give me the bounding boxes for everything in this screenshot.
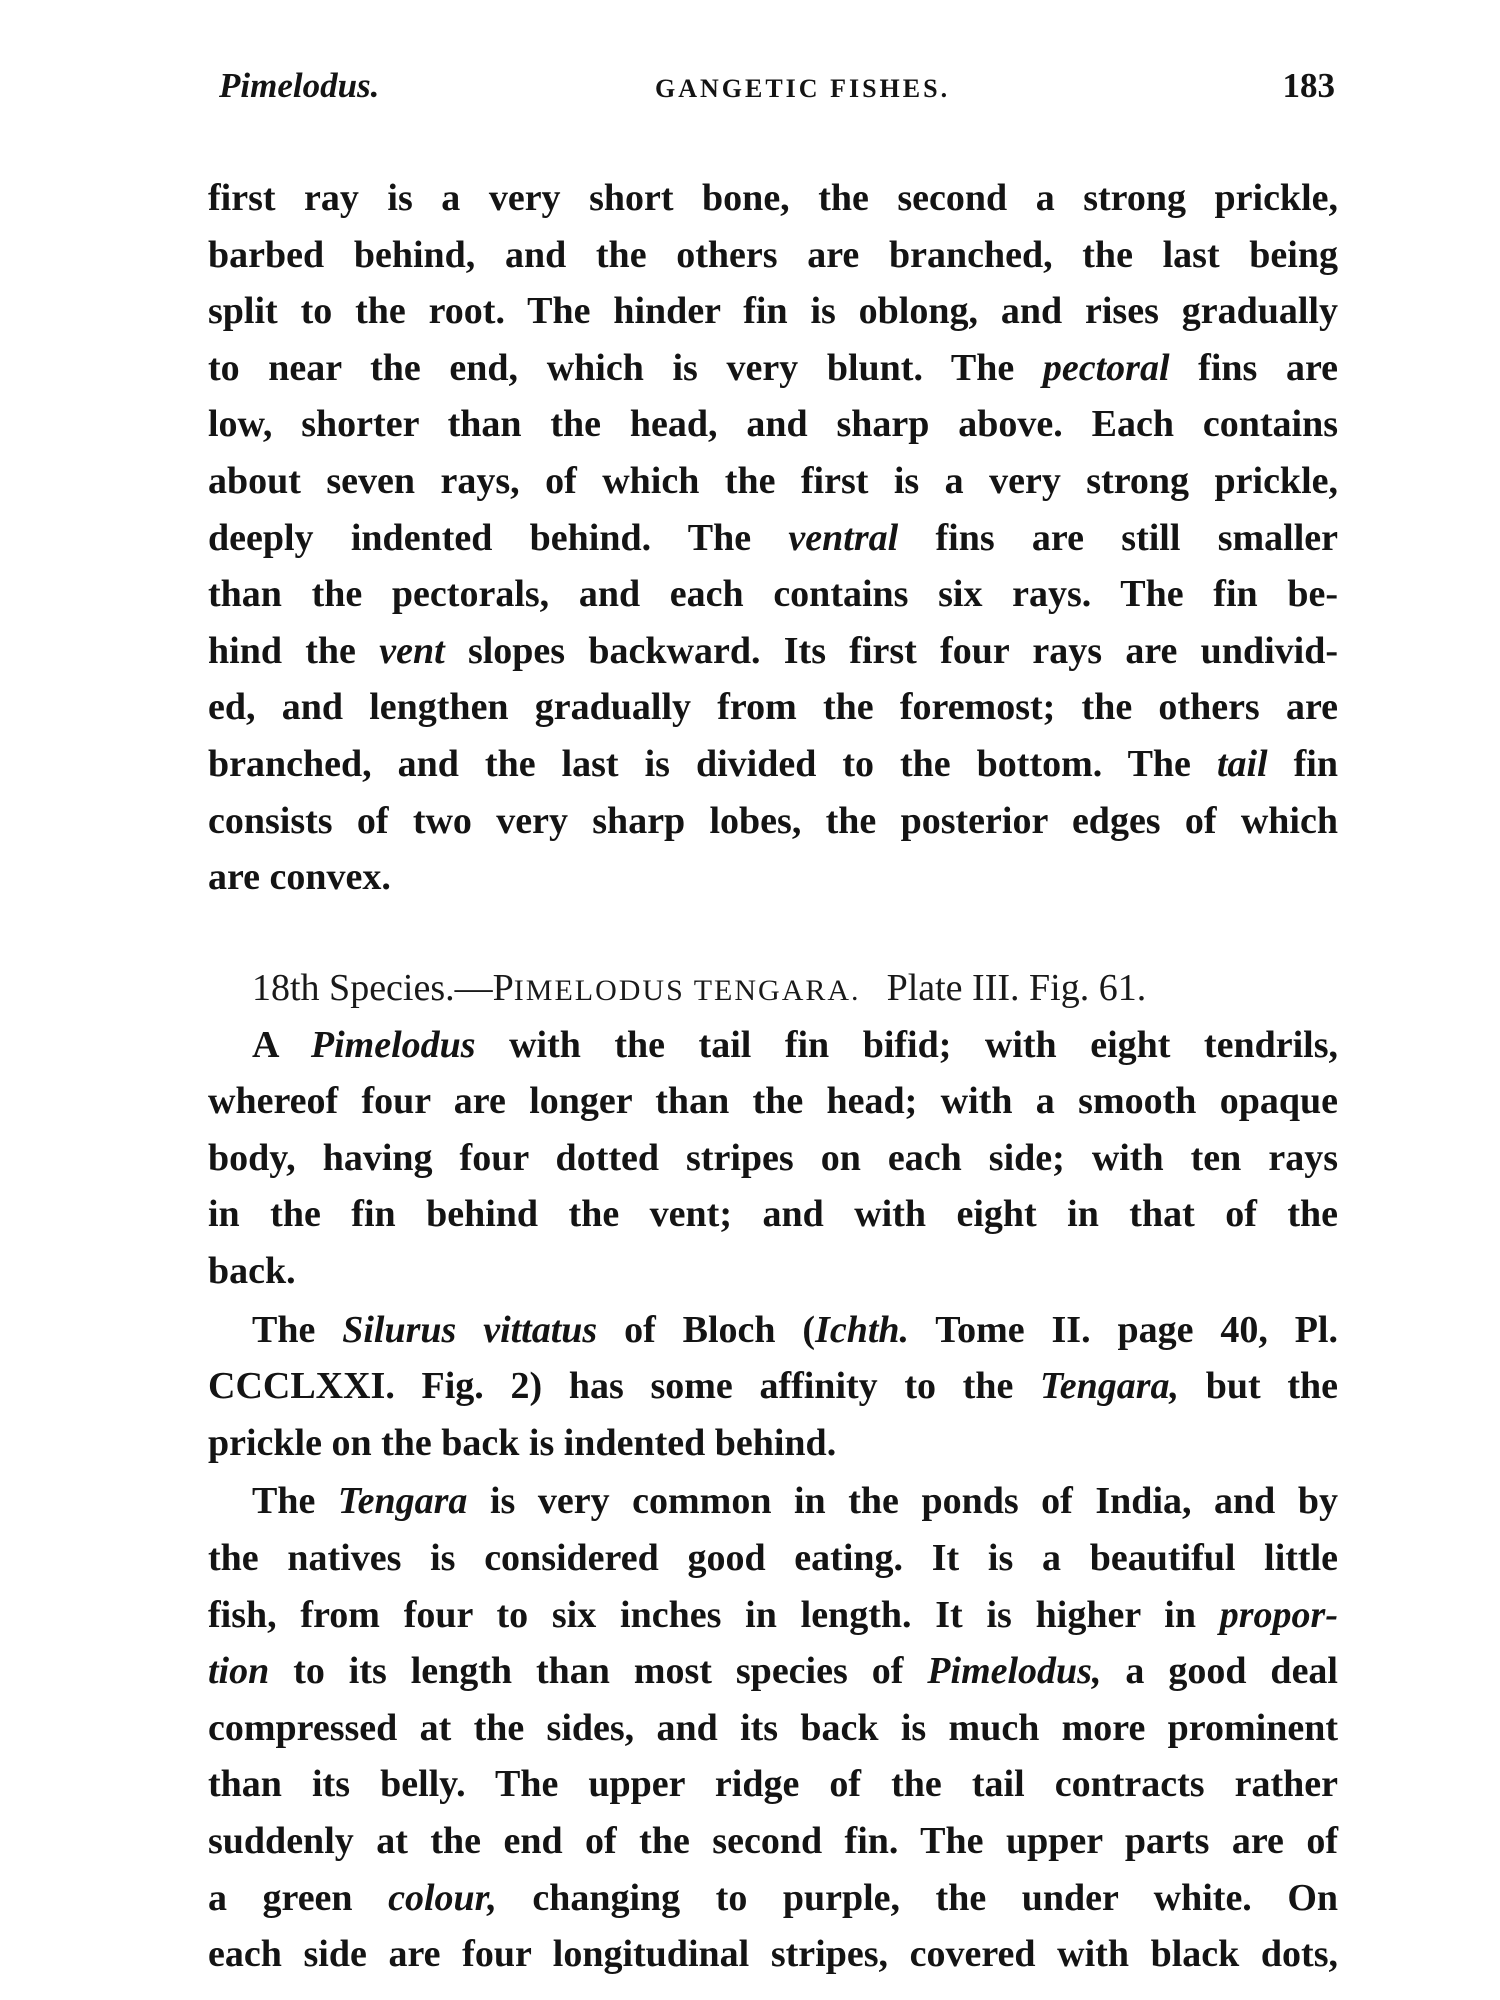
description-paragraph [208,1017,1338,1300]
italic-term: Silurus vittatus [342,1308,598,1351]
text-run: consists of two very sharp lobes, the posterior edges of which [208,799,1338,842]
italic-term: colour, [388,1876,497,1919]
text-line [208,736,1338,793]
text-run: first ray is a very short bone, the second a strong prickle, [208,177,1338,219]
text-run: ed, and lengthen gradually from the foremost; the others are [208,686,1338,729]
text-line [208,453,1338,510]
text-run: low, shorter than the head, and sharp above. Each contains [208,403,1338,446]
text-run: the natives is considered good eating. It is a beautiful little [208,1536,1338,1579]
text-line [208,1926,1338,1983]
italic-term: propor- [1219,1593,1338,1636]
continued-paragraph [208,170,1338,906]
text-line [208,1643,1338,1700]
text-line [208,679,1338,736]
text-line [208,793,1338,850]
text-line [208,1243,1338,1300]
text-run: fins are still smaller [898,516,1338,559]
text-run: Tome II. page 40, Pl. [909,1308,1338,1351]
text-line [208,1813,1338,1870]
text-run: body, having four dotted stripes on each side; with ten rays [208,1136,1338,1179]
running-head [215,66,1335,122]
text-run: fish, from four to six inches in length. It is higher in [208,1593,1220,1636]
running-head-title: GANGETIC FISHES. [655,74,951,103]
text-run: fin [1267,742,1338,785]
species-section [208,960,1338,1983]
text-line [208,1073,1338,1130]
italic-term: Pimelodus [310,1023,476,1066]
text-line [208,1017,1338,1074]
italic-term: vent [379,629,445,672]
text-run: changing to purple, the under white. On [496,1876,1339,1919]
italic-term: Tengara [337,1480,468,1523]
italic-term: Tengara, [1040,1365,1180,1408]
plate-reference: Plate III. Fig. 61. [886,967,1147,1009]
species-heading [208,960,1338,1017]
text-line [208,1302,1338,1359]
text-line [208,1756,1338,1813]
text-run: branched, and the last is divided to the bottom. The [208,742,1217,785]
text-run: to its length than most species of [269,1650,928,1693]
text-run: but the [1179,1365,1338,1408]
text-run: A [252,1023,311,1066]
italic-term: ventral [788,516,899,559]
text-run: to near the end, which is very blunt. The [208,346,1043,389]
text-run: of Bloch ( [597,1308,816,1351]
text-line [208,1530,1338,1587]
text-run: fins are [1169,346,1338,389]
text-run: a green [208,1876,389,1919]
italic-term: tion [208,1650,270,1693]
text-line [208,1870,1338,1927]
paragraph-lines [208,170,1338,906]
running-head-genus: Pimelodus. [219,66,380,105]
species-name: IMELODUS TENGARA. [513,974,861,1007]
text-run: is very common in the ponds of India, and by [467,1480,1338,1523]
text-run: back. [208,1249,296,1292]
text-line [208,623,1338,680]
species-name-initial: P [492,967,514,1009]
species-number: 18th Species.— [252,967,493,1009]
text-run: are convex. [208,856,391,899]
page-number: 183 [1282,66,1335,105]
text-line [208,227,1338,284]
text-line [208,1130,1338,1187]
text-line [208,340,1338,397]
text-run: split to the root. The hinder fin is oblong, and rises gradually [208,290,1338,333]
text-run: slopes backward. Its first four rays are undivid- [444,629,1338,672]
text-run: deeply indented behind. The [208,516,789,559]
text-run: each side are four longitudinal stripes, covered with black dots, [208,1933,1338,1976]
tengara-paragraph [208,1473,1338,1982]
text-line [208,396,1338,453]
bloch-paragraph [208,1302,1338,1472]
text-run: The [252,1480,338,1523]
text-line [208,566,1338,623]
text-run: a good deal [1101,1650,1338,1693]
italic-term: Pimelodus, [927,1650,1102,1693]
text-run: suddenly at the end of the second fin. The upper parts are of [208,1819,1338,1862]
italic-term: tail [1216,742,1268,785]
text-run: hind the [208,629,380,672]
text-line [208,849,1338,906]
text-run: compressed at the sides, and its back is much more prominent [208,1706,1338,1749]
text-line [208,1186,1338,1243]
text-run: prickle on the back is indented behind. [208,1421,837,1464]
italic-term: Ichth. [815,1308,910,1351]
text-run: about seven rays, of which the first is a very strong prickle, [208,459,1338,502]
text-run: than its belly. The upper ridge of the tail contracts rather [208,1763,1338,1806]
text-run: than the pectorals, and each contains six rays. The fin be- [208,573,1338,616]
text-run: whereof four are longer than the head; with a smooth opaque [208,1080,1338,1123]
text-run: CCCLXXI. Fig. 2) has some affinity to the [208,1365,1041,1408]
text-line [208,1473,1338,1530]
text-line [208,1415,1338,1472]
text-run: barbed behind, and the others are branched, the last being [208,233,1338,276]
text-line [208,283,1338,340]
text-line [208,1358,1338,1415]
text-line [208,1700,1338,1757]
text-run: in the fin behind the vent; and with eight in that of the [208,1193,1338,1236]
text-line [208,510,1338,567]
text-line [208,170,1338,227]
italic-term: pectoral [1042,346,1170,389]
text-run: The [252,1308,343,1351]
text-run: with the tail fin bifid; with eight tendrils, [475,1023,1338,1066]
text-line [208,1587,1338,1644]
